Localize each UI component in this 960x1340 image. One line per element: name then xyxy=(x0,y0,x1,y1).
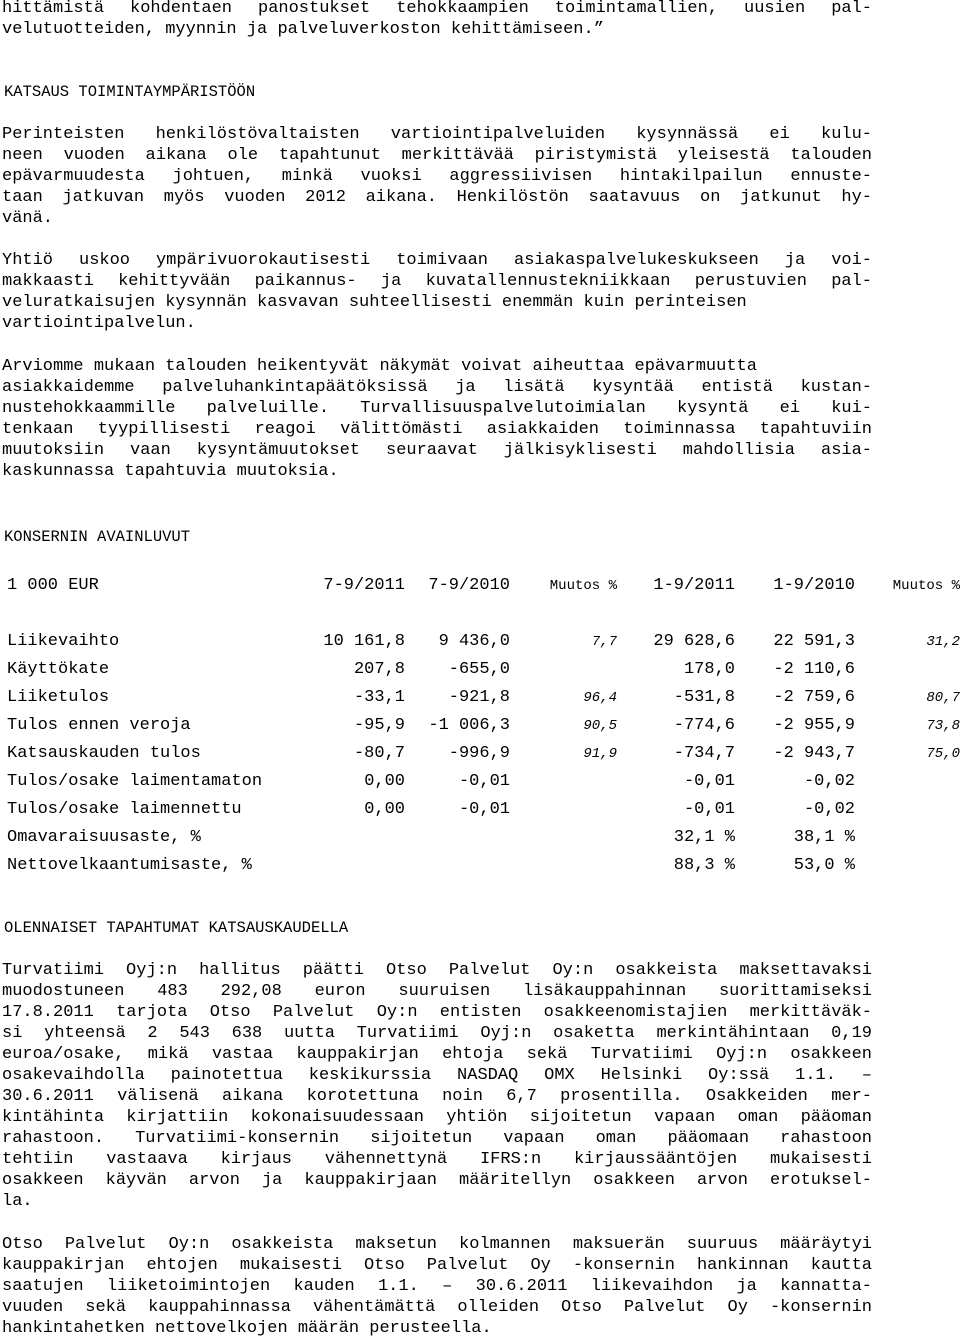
text-line: neen vuoden aikana ole tapahtunut merkittävää piristymistä yleisestä talouden xyxy=(2,146,872,165)
value-ytd-2011: 32,1 % xyxy=(673,828,735,847)
text-line: osakkeen käyvän arvon ja kauppakirjaan määritellyn osakkeen arvon erotuksel- xyxy=(2,1171,872,1190)
row-label: Tulos ennen veroja xyxy=(7,716,191,735)
value-ytd-2011: -531,8 xyxy=(673,688,735,707)
text-line: vänä. xyxy=(2,209,54,228)
value-ytd-2011: -734,7 xyxy=(673,744,735,763)
value-q3-2011: 207,8 xyxy=(353,660,405,679)
value-q3-2010: -655,0 xyxy=(448,660,510,679)
text-line: la. xyxy=(2,1192,33,1211)
value-ytd-2010: -2 943,7 xyxy=(773,744,855,763)
row-label: Tulos/osake laimentamaton xyxy=(7,772,263,791)
value-q3-2010: 9 436,0 xyxy=(438,632,510,651)
change-q3: 90,5 xyxy=(583,718,617,734)
text-line: kauppakirjan ehtojen mukaisesti Otso Palvelut Oy -konsernin hankinnan kautta xyxy=(2,1256,872,1275)
text-line: tenkaan tyypillisesti reagoi välittömästi asiakkaiden toiminnassa tapahtuviin xyxy=(2,420,872,439)
column-header: 1-9/2011 xyxy=(653,576,735,595)
text-line: muodostuneen 483 292,08 euron suuruisen lisäkauppahinnan suorittamiseksi xyxy=(2,982,872,1001)
column-header: 7-9/2011 xyxy=(323,576,405,595)
value-ytd-2010: -2 110,6 xyxy=(773,660,855,679)
change-ytd: 80,7 xyxy=(926,690,960,706)
value-q3-2011: -33,1 xyxy=(353,688,405,707)
section-heading-key-figures: KONSERNIN AVAINLUVUT xyxy=(4,528,191,546)
value-ytd-2011: -774,6 xyxy=(673,716,735,735)
text-line: rahastoon. Turvatiimi-konsernin sijoitetun vapaan oman pääomaan rahastoon xyxy=(2,1129,872,1148)
change-q3: 91,9 xyxy=(583,746,617,762)
text-line: osakevaihdolla painotettua keskikurssia NASDAQ OMX Helsinki Oy:ssä 1.1. – xyxy=(2,1066,872,1085)
text-line: asiakkaidemme palveluhankintapäätöksissä ja lisätä kysyntää entistä kustan- xyxy=(2,378,872,397)
text-line: veluratkaisujen kysynnän kasvavan suhteellisesti enemmän kuin perinteisen xyxy=(2,293,747,312)
text-line: hittämistä kohdentaen panostukset tehokkaampien toimintamallien, uusien pal- xyxy=(2,0,872,18)
value-ytd-2010: -0,02 xyxy=(803,772,855,791)
text-line: velutuotteiden, myynnin ja palveluverkoston kehittämiseen.” xyxy=(2,20,604,39)
text-line: makkaasti kehittyvään paikannus- ja kuvatallennustekniikkaan perustuvien pal- xyxy=(2,272,872,291)
value-ytd-2011: 29 628,6 xyxy=(653,632,735,651)
value-q3-2011: -80,7 xyxy=(353,744,405,763)
value-q3-2010: -996,9 xyxy=(448,744,510,763)
text-line: Otso Palvelut Oy:n osakkeista maksetun kolmannen maksuerän suuruus määräytyi xyxy=(2,1235,872,1254)
value-q3-2010: -0,01 xyxy=(458,772,510,791)
text-line: Arviomme mukaan talouden heikentyvät näkymät voivat aiheuttaa epävarmuutta xyxy=(2,357,757,376)
value-ytd-2010: 22 591,3 xyxy=(773,632,855,651)
text-line: si yhteensä 2 543 638 uutta Turvatiimi Oyj:n osaketta merkintähintaan 0,19 xyxy=(2,1024,872,1043)
change-ytd: 73,8 xyxy=(926,718,960,734)
value-ytd-2011: -0,01 xyxy=(683,772,735,791)
value-ytd-2010: -0,02 xyxy=(803,800,855,819)
value-q3-2011: 0,00 xyxy=(364,772,405,791)
text-line: nustehokkaammille palveluille. Turvallisuuspalvelutoimialan kysyntä ei kui- xyxy=(2,399,872,418)
text-line: vuuden sekä kauppahinnassa vähentämättä olleiden Otso Palvelut Oy -konsernin xyxy=(2,1298,872,1317)
column-header: 7-9/2010 xyxy=(428,576,510,595)
row-label: Tulos/osake laimennettu xyxy=(7,800,242,819)
text-line: 17.8.2011 tarjota Otso Palvelut Oy:n entisten osakkeenomistajien merkittäväk- xyxy=(2,1003,872,1022)
text-line: Turvatiimi Oyj:n hallitus päätti Otso Palvelut Oy:n osakkeista maksettavaksi xyxy=(2,961,872,980)
text-line: saatujen liiketoimintojen kauden 1.1. – 30.6.2011 liikevaihdon ja kannatta- xyxy=(2,1277,872,1296)
value-ytd-2011: 88,3 % xyxy=(673,856,735,875)
value-q3-2010: -0,01 xyxy=(458,800,510,819)
row-label: Liiketulos xyxy=(7,688,110,707)
value-ytd-2011: 178,0 xyxy=(683,660,735,679)
value-q3-2010: -921,8 xyxy=(448,688,510,707)
text-line: taan jatkuvan myös vuoden 2012 aikana. Henkilöstön saatavuus on jatkunut hy- xyxy=(2,188,872,207)
text-line: tehtiin vastaava kirjaus vähennettynä IFRS:n kirjaussääntöjen mukaisesti xyxy=(2,1150,872,1169)
value-q3-2010: -1 006,3 xyxy=(428,716,510,735)
row-label: Liikevaihto xyxy=(7,632,120,651)
column-header: 1-9/2010 xyxy=(773,576,855,595)
text-line: 30.6.2011 välisenä aikana korotettuna noin 6,7 prosentilla. Osakkeiden mer- xyxy=(2,1087,872,1106)
change-ytd: 75,0 xyxy=(926,746,960,762)
text-line: Perinteisten henkilöstövaltaisten vartiointipalveluiden kysynnässä ei kulu- xyxy=(2,125,872,144)
value-ytd-2010: -2 759,6 xyxy=(773,688,855,707)
value-q3-2011: 10 161,8 xyxy=(323,632,405,651)
text-line: epävarmuudesta johtuen, minkä vuoksi aggressiivisen hintakilpailun ennuste- xyxy=(2,167,872,186)
value-q3-2011: 0,00 xyxy=(364,800,405,819)
text-line: euroa/osake, mikä vastaa kauppakirjan ehtoja sekä Turvatiimi Oyj:n osakkeen xyxy=(2,1045,872,1064)
text-line: hankintahetken nettovelkojen määrän perusteella. xyxy=(2,1319,492,1338)
change-ytd: 31,2 xyxy=(926,634,960,650)
text-line: vartiointipalvelun. xyxy=(2,314,196,333)
value-ytd-2010: 38,1 % xyxy=(793,828,855,847)
value-ytd-2010: -2 955,9 xyxy=(773,716,855,735)
value-ytd-2010: 53,0 % xyxy=(793,856,855,875)
row-label: Katsauskauden tulos xyxy=(7,744,201,763)
text-line: Yhtiö uskoo ympärivuorokautisesti toimivaan asiakaspalvelukeskukseen ja voi- xyxy=(2,251,872,270)
section-heading-events: OLENNAISET TAPAHTUMAT KATSAUSKAUDELLA xyxy=(4,919,349,937)
text-line: kaskunnassa tapahtuvia muutoksia. xyxy=(2,462,339,481)
value-ytd-2011: -0,01 xyxy=(683,800,735,819)
row-label: Käyttökate xyxy=(7,660,110,679)
text-line: muutoksiin vaan kysyntämuutokset seuraavat jälkisyklisesti mahdollisia asia- xyxy=(2,441,872,460)
change-q3: 96,4 xyxy=(583,690,617,706)
text-line: kintähinta kirjattiin kokonaisuudessaan yhtiön sijoitetun vapaan oman pääoman xyxy=(2,1108,872,1127)
column-header: 1 000 EUR xyxy=(7,576,99,595)
column-header: Muutos % xyxy=(549,578,617,594)
section-heading-environment: KATSAUS TOIMINTAYMPÄRISTÖÖN xyxy=(4,83,256,101)
column-header: Muutos % xyxy=(892,578,960,594)
value-q3-2011: -95,9 xyxy=(353,716,405,735)
row-label: Omavaraisuusaste, % xyxy=(7,828,201,847)
row-label: Nettovelkaantumisaste, % xyxy=(7,856,252,875)
change-q3: 7,7 xyxy=(591,634,617,650)
